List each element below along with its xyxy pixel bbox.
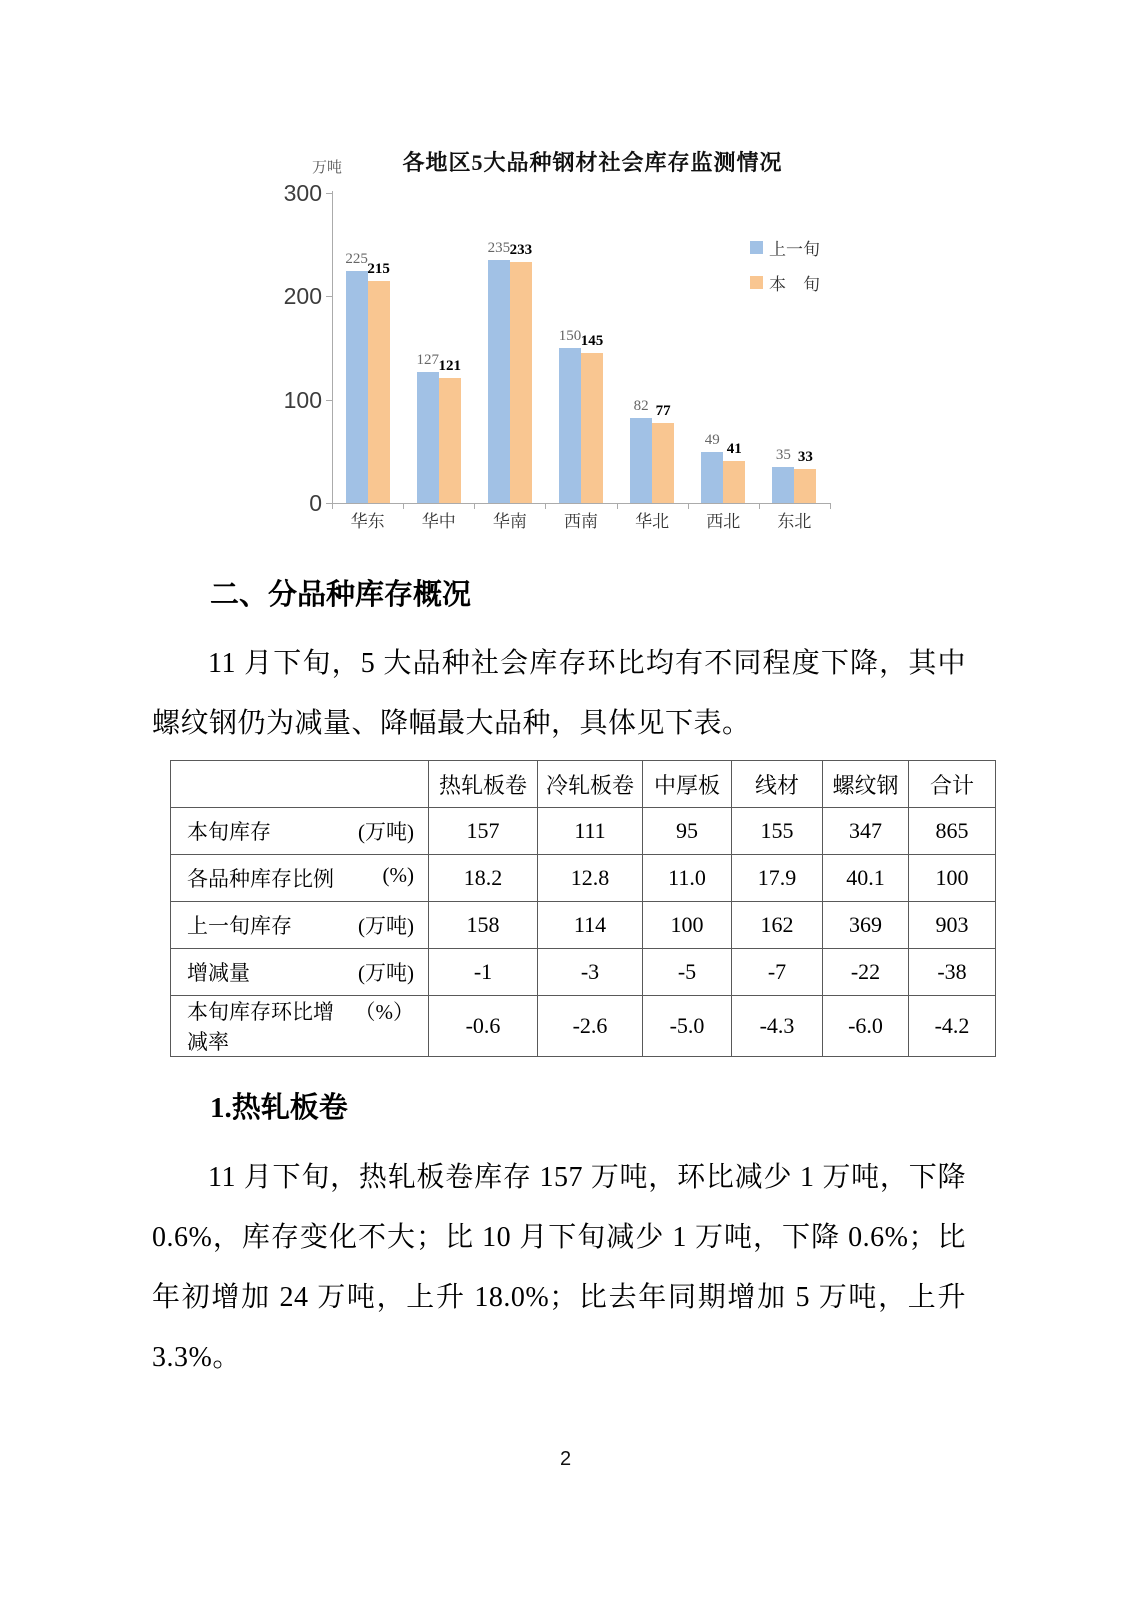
y-axis-tick-label: 0	[309, 490, 322, 516]
x-axis	[332, 503, 831, 504]
section-paragraph-varieties: 11 月下旬，5 大品种社会库存环比均有不同程度下降，其中螺纹钢仍为减量、降幅最大品种，具体见下表。	[152, 648, 966, 739]
table-value-cell: 155	[732, 808, 823, 855]
bar-value-label-current: 215	[367, 260, 390, 277]
table-row-label-cell	[171, 855, 429, 902]
table-value-cell: 11.0	[643, 855, 732, 902]
table-header-cell	[171, 761, 429, 808]
table-row-label-cell	[171, 949, 429, 996]
legend-swatch-current-icon	[750, 276, 763, 289]
table-row-label	[171, 996, 428, 1056]
row-label-text: 增减量	[187, 961, 250, 985]
x-axis-category-label: 西南	[564, 512, 598, 531]
row-unit-text: (万吨)	[358, 914, 414, 938]
bar-prev-period	[417, 372, 439, 503]
table-header-cell: 中厚板	[643, 761, 732, 808]
x-axis-category-label: 东北	[777, 512, 812, 531]
table-value-cell: -5.0	[643, 996, 732, 1057]
bar-current-period	[368, 281, 390, 503]
legend-label: 上一旬	[769, 240, 820, 259]
row-label-text: 本旬库存	[187, 820, 271, 844]
table-value-cell: 903	[909, 902, 996, 949]
y-axis-tick-label: 100	[283, 386, 322, 413]
table-value-cell: 17.9	[732, 855, 823, 902]
inventory-table	[170, 760, 996, 1057]
table-value-cell: -4.3	[732, 996, 823, 1057]
bar-current-period	[439, 378, 461, 503]
bar-value-label-current: 121	[438, 357, 461, 374]
table-value-cell: -4.2	[909, 996, 996, 1057]
table-value-cell: -6.0	[823, 996, 909, 1057]
section-heading-varieties: 二、分品种库存概况	[210, 579, 472, 611]
table-value-cell: 347	[823, 808, 909, 855]
bar-current-period	[581, 353, 603, 503]
table-value-cell: 18.2	[429, 855, 538, 902]
table-row-label	[171, 863, 428, 893]
bar-value-label-prev: 82	[633, 398, 649, 415]
table-value-cell: -7	[732, 949, 823, 996]
x-axis-category-label: 华中	[421, 512, 456, 531]
table-row	[171, 996, 996, 1057]
x-axis-category-label: 西北	[706, 512, 741, 531]
y-axis-tick-label: 300	[283, 180, 322, 206]
section-heading-hot-rolled-coil: 1.热轧板卷	[210, 1092, 348, 1124]
bar-value-label-current: 41	[726, 440, 742, 457]
y-axis-tick	[326, 400, 332, 401]
row-unit-text: （%）	[354, 1000, 414, 1024]
bar-current-period	[510, 262, 532, 503]
table-value-cell: 100	[909, 855, 996, 902]
table-value-cell: 157	[429, 808, 538, 855]
legend-item	[750, 230, 820, 265]
bar-value-label-prev: 49	[704, 432, 720, 449]
table-row	[171, 808, 996, 855]
section-paragraph-hot-rolled-coil: 11 月下旬，热轧板卷库存 157 万吨，环比减少 1 万吨，下降 0.6%，库存变化不大；比 10 月下旬减少 1 万吨，下降 0.6%；比年初增加 24 万吨，上升 18.0%；比去年同期增加 5 万吨，上升 3.3%。	[152, 1162, 966, 1373]
table-header-cell: 螺纹钢	[823, 761, 909, 808]
row-unit-text: (万吨)	[358, 961, 414, 985]
row-unit-text: (万吨)	[358, 820, 414, 844]
table-row-label	[171, 816, 428, 846]
table-value-cell: 40.1	[823, 855, 909, 902]
row-label-text: 上一旬库存	[187, 914, 292, 938]
table-value-cell: -0.6	[429, 996, 538, 1057]
legend-label: 本 旬	[769, 275, 820, 294]
table-header-row	[171, 761, 996, 808]
table-row-label-cell	[171, 808, 429, 855]
page-number: 2	[559, 1448, 572, 1470]
table-value-cell: 95	[643, 808, 732, 855]
y-axis-tick	[326, 193, 332, 194]
bar-value-label-current: 33	[797, 448, 813, 465]
bar-prev-period	[488, 260, 510, 503]
x-axis-category-label: 华北	[635, 512, 670, 531]
table-value-cell: 158	[429, 902, 538, 949]
table-value-cell: 12.8	[538, 855, 643, 902]
table-value-cell: 111	[538, 808, 643, 855]
table-row	[171, 902, 996, 949]
x-axis-category-label: 华东	[350, 512, 385, 531]
table-row	[171, 855, 996, 902]
legend-item	[750, 265, 820, 300]
bar-value-label-prev: 127	[416, 351, 439, 368]
x-axis-category-label: 华南	[492, 512, 527, 531]
bar-value-label-prev: 150	[558, 328, 582, 344]
bar-prev-period	[701, 452, 723, 503]
table-header-cell: 合计	[909, 761, 996, 808]
bar-value-label-prev: 225	[345, 250, 368, 267]
table-row-label	[171, 910, 428, 940]
y-axis	[332, 191, 333, 504]
table-value-cell: -1	[429, 949, 538, 996]
y-axis-unit-label: 万吨	[312, 160, 343, 176]
y-axis-tick	[326, 296, 332, 297]
bar-value-label-current: 145	[580, 333, 604, 350]
table-value-cell: -5	[643, 949, 732, 996]
bar-value-label-current: 233	[509, 242, 533, 259]
table-row-label-cell	[171, 902, 429, 949]
bar-current-period	[723, 461, 745, 503]
bar-value-label-prev: 35	[775, 446, 791, 463]
bar-prev-period	[346, 271, 368, 504]
table-value-cell: 100	[643, 902, 732, 949]
chart-title: 各地区5大品种钢材社会库存监测情况	[402, 150, 783, 175]
bar-current-period	[794, 469, 816, 503]
y-axis-tick-label: 200	[283, 283, 322, 310]
table-header-cell: 冷轧板卷	[538, 761, 643, 808]
bar-prev-period	[772, 467, 794, 503]
table-value-cell: -38	[909, 949, 996, 996]
table-value-cell: 369	[823, 902, 909, 949]
row-unit-text: (%)	[382, 863, 414, 887]
table-value-cell: -2.6	[538, 996, 643, 1057]
row-label-text: 本旬库存环比增减率	[187, 1000, 334, 1054]
table-header-cell: 热轧板卷	[429, 761, 538, 808]
table-row-label	[171, 957, 428, 987]
table-row	[171, 949, 996, 996]
bar-value-label-current: 77	[655, 403, 671, 420]
bar-value-label-prev: 235	[487, 240, 511, 257]
legend-swatch-prev-icon	[750, 241, 763, 254]
bar-current-period	[652, 423, 674, 503]
table-value-cell: 162	[732, 902, 823, 949]
table-row-label-cell	[171, 996, 429, 1057]
table-value-cell: -22	[823, 949, 909, 996]
table-header-cell: 线材	[732, 761, 823, 808]
steel-inventory-chart	[283, 138, 845, 543]
table-value-cell: -3	[538, 949, 643, 996]
bar-prev-period	[559, 348, 581, 503]
table-value-cell: 865	[909, 808, 996, 855]
chart-legend	[750, 230, 820, 300]
table-value-cell: 114	[538, 902, 643, 949]
bar-prev-period	[630, 418, 652, 503]
row-label-text: 各品种库存比例	[187, 867, 334, 891]
